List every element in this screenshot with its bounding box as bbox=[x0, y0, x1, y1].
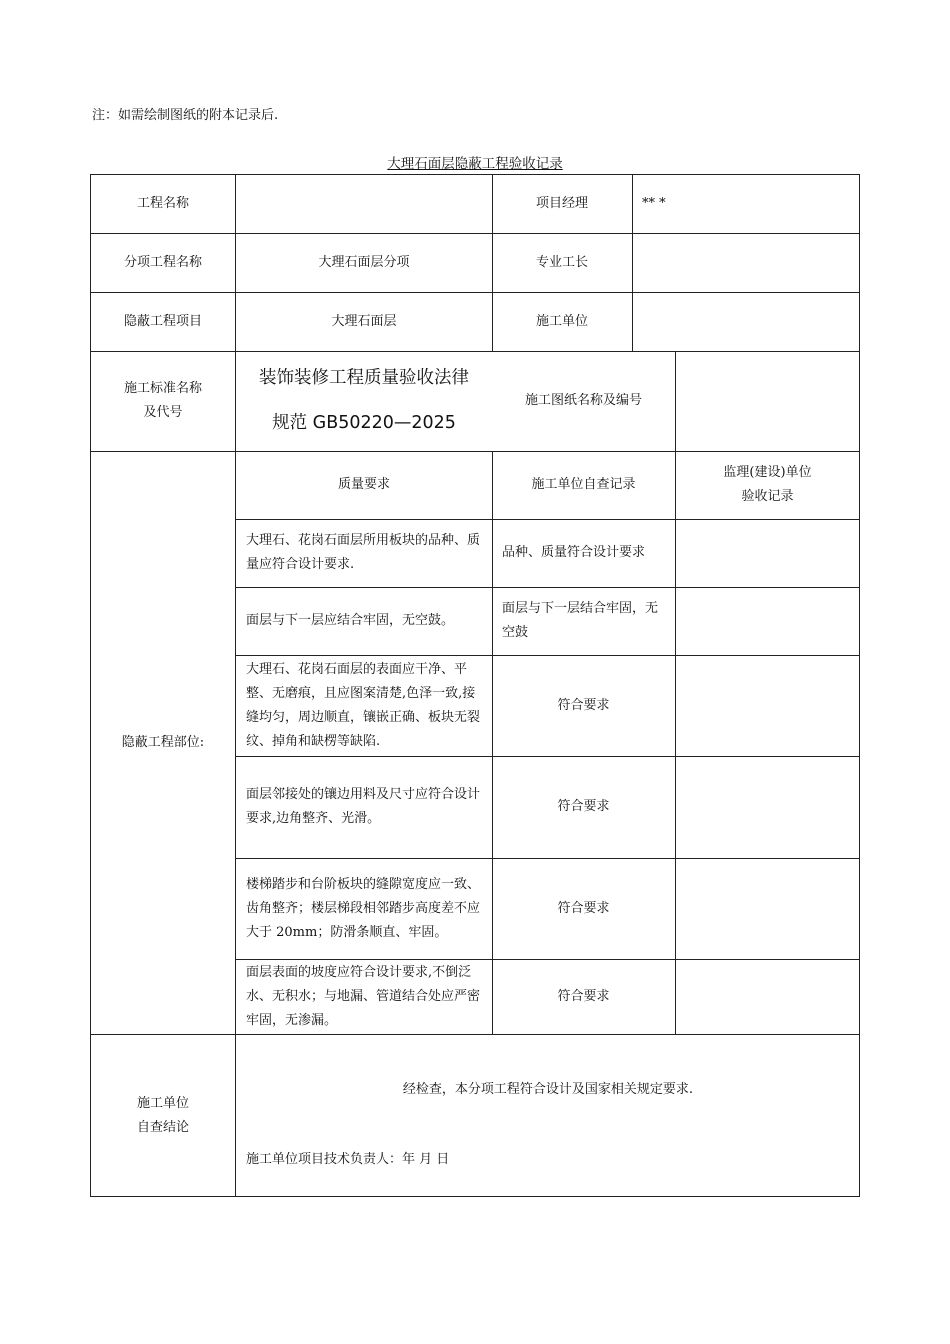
drawing-label: 施工图纸名称及编号 bbox=[524, 393, 642, 408]
conclusion-label: 施工单位 自查结论 bbox=[136, 1095, 189, 1135]
table-row-self-check: 品种、质量符合设计要求 bbox=[502, 545, 646, 560]
table-row-requirement: 面层邻接处的镶边用料及尺寸应符合设计要求,边角整齐、光滑。 bbox=[246, 787, 481, 826]
project-name-value bbox=[236, 174, 492, 233]
conclusion-text: 经检查，本分项工程符合设计及国家相关规定要求. bbox=[402, 1082, 694, 1097]
table-row-self-check: 面层与下一层结合牢固，无空鼓 bbox=[502, 601, 659, 640]
drawing-value bbox=[675, 351, 860, 451]
col-self-check-header: 施工单位自查记录 bbox=[531, 477, 636, 492]
contractor-value bbox=[632, 292, 860, 351]
manager-value: ** * bbox=[642, 195, 666, 211]
hidden-item-value: 大理石面层 bbox=[331, 313, 397, 329]
table-row-supervision bbox=[675, 655, 860, 756]
subitem-label: 分项工程名称 bbox=[123, 254, 202, 270]
table-row-self-check: 符合要求 bbox=[557, 988, 610, 1004]
table-row-self-check: 符合要求 bbox=[557, 900, 610, 916]
contractor-label: 施工单位 bbox=[535, 313, 588, 329]
table-row-supervision bbox=[675, 587, 860, 655]
foreman-label: 专业工长 bbox=[535, 254, 588, 270]
standard-value: 装饰装修工程质量验收法律 规范 GB50220—2025 bbox=[259, 368, 469, 433]
hidden-item-label: 隐蔽工程项目 bbox=[123, 313, 202, 329]
inspection-section-label: 隐蔽工程部位: bbox=[121, 734, 205, 750]
project-name-label: 工程名称 bbox=[136, 195, 189, 211]
page-note: 注：如需绘制图纸的附本记录后. bbox=[92, 108, 279, 123]
foreman-value bbox=[632, 233, 860, 292]
standard-label: 施工标准名称 及代号 bbox=[123, 381, 202, 420]
table-row-supervision bbox=[675, 756, 860, 858]
table-row-supervision bbox=[675, 959, 860, 1034]
table-row-requirement: 面层与下一层应结合牢固，无空鼓。 bbox=[246, 613, 455, 628]
col-supervision-header: 监理(建设)单位 验收记录 bbox=[723, 465, 812, 504]
subitem-value: 大理石面层分项 bbox=[318, 254, 410, 270]
table-row-supervision bbox=[675, 519, 860, 587]
table-row-requirement: 面层表面的坡度应符合设计要求,不倒泛水、无积水；与地漏、管道结合处应严密牢固，无渗漏。 bbox=[246, 964, 481, 1028]
page-title bbox=[0, 152, 950, 172]
table-row-requirement: 大理石、花岗石面层的表面应干净、平整、无磨痕，且应图案清楚,色泽一致,接缝均匀，周边顺直，镶嵌正确、板块无裂纹、掉角和缺楞等缺陷. bbox=[246, 661, 481, 749]
title-text: 大理石面层隐蔽工程验收记录 bbox=[387, 156, 563, 172]
manager-label: 项目经理 bbox=[535, 195, 588, 211]
table-row-self-check: 符合要求 bbox=[557, 799, 610, 814]
table-row-requirement: 大理石、花岗石面层所用板块的品种、质量应符合设计要求. bbox=[246, 533, 481, 572]
col-quality-header: 质量要求 bbox=[337, 477, 390, 492]
table-row-requirement: 楼梯踏步和台阶板块的缝隙宽度应一致、齿角整齐；楼层梯段相邻踏步高度差不应大于 20mm；防滑条顺直、牢固。 bbox=[246, 876, 481, 940]
table-row-self-check: 符合要求 bbox=[557, 697, 610, 713]
table-row-supervision bbox=[675, 858, 860, 959]
conclusion-signature: 施工单位项目技术负责人：年 月 日 bbox=[246, 1152, 450, 1167]
